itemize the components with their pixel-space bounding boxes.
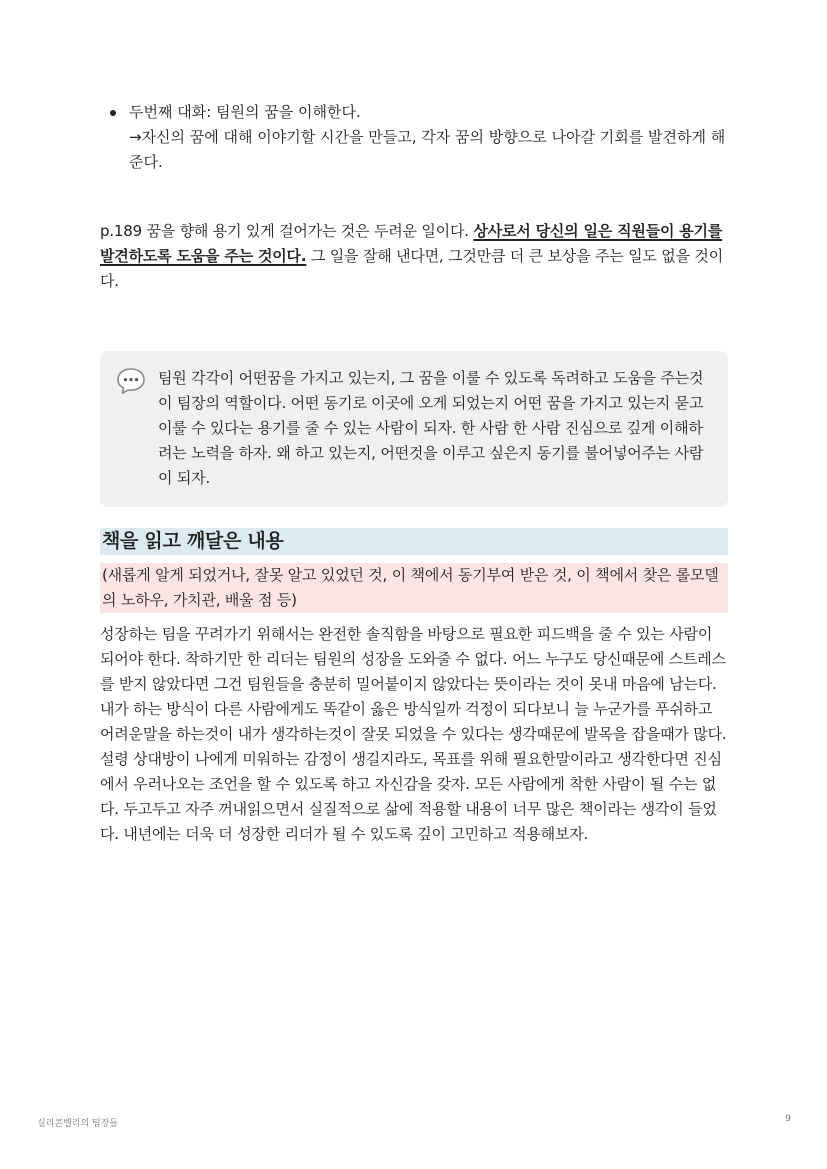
page-number: 9 (785, 1114, 791, 1124)
page-content (100, 100, 728, 847)
bullet-item (100, 100, 728, 175)
callout-text: 팀원 각각이 어떤꿈을 가지고 있는지, 그 꿈을 이룰 수 있도록 독려하고 도움을 주는것이 팀장의 역할이다. 어떤 동기로 이곳에 오게 되었는지 어떤 꿈을 가지고 있는지 묻고 이룰 수 있다는 용기를 줄 수 있는 사람이 되자. 한 사람 한 사람 진심으로 깊게 이해하려는 노력을 하자. 왜 하고 있는지, 어떤것을 이루고 싶은지 동기를 불어넣어주는 사람이 되자. (158, 369, 704, 487)
section-heading: 책을 읽고 깨달은 내용 (100, 528, 728, 555)
bullet-dot-icon (110, 110, 116, 116)
section-body: 성장하는 팀을 꾸려가기 위해서는 완전한 솔직함을 바탕으로 필요한 피드백을 줄 수 있는 사람이 되어야 한다. 착하기만 한 리더는 팀원의 성장을 도와줄 수 없다. 어느 누구도 당신때문에 스트레스를 받지 않았다면 그건 팀원들을 충분히 밀어붙이지 않았다는 뜻이라는 것이 못내 마음에 남는다. 내가 하는 방식이 다른 사람에게도 똑같이 옳은 방식일까 걱정이 되다보니 늘 누군가를 푸쉬하고 어려운말을 하는것이 내가 생각하는것이 잘못 되었을 수 있다는 생각때문에 발목을 잡을때가 많다. 설령 상대방이 나에게 미워하는 감정이 생길지라도, 목표를 위해 필요한말이라고 생각한다면 진심에서 우러나오는 조언을 할 수 있도록 하고 자신감을 갖자. 모든 사람에게 착한 사람이 될 수는 없다. 두고두고 자주 꺼내읽으면서 실질적으로 삶에 적용할 내용이 너무 많은 책이라는 생각이 들었다. 내년에는 더욱 더 성장한 리더가 될 수 있도록 깊이 고민하고 적용해보자. (100, 625, 727, 843)
footer-title: 실리콘밸리의 팀장들 (37, 1119, 119, 1129)
book-quote (100, 219, 728, 294)
section-note: (새롭게 알게 되었거나, 잘못 알고 있었던 것, 이 책에서 동기부여 받은 것, 이 책에서 찾은 롤모델의 노하우, 가치관, 배울 점 등) (100, 563, 728, 613)
quote-emphasis: 상사로서 당신의 일은 직원들이 용기를 발견하도록 도움을 주는 것이다. (100, 222, 723, 265)
bullet-detail: →자신의 꿈에 대해 이야기할 시간을 만들고, 각자 꿈의 방향으로 나아갈 기회를 발견하게 해준다. (129, 128, 726, 171)
quote-lead: p.189 꿈을 향해 용기 있게 걸어가는 것은 두려운 일이다. (100, 222, 474, 240)
speech-bubble-icon (116, 367, 146, 395)
bullet-title: 두번째 대화: 팀원의 꿈을 이해한다. (129, 103, 361, 121)
callout-box (100, 351, 728, 507)
quote-tail: 그 일을 잘해 낸다면, 그것만큼 더 큰 보상을 주는 일도 없을 것이다. (100, 247, 723, 290)
